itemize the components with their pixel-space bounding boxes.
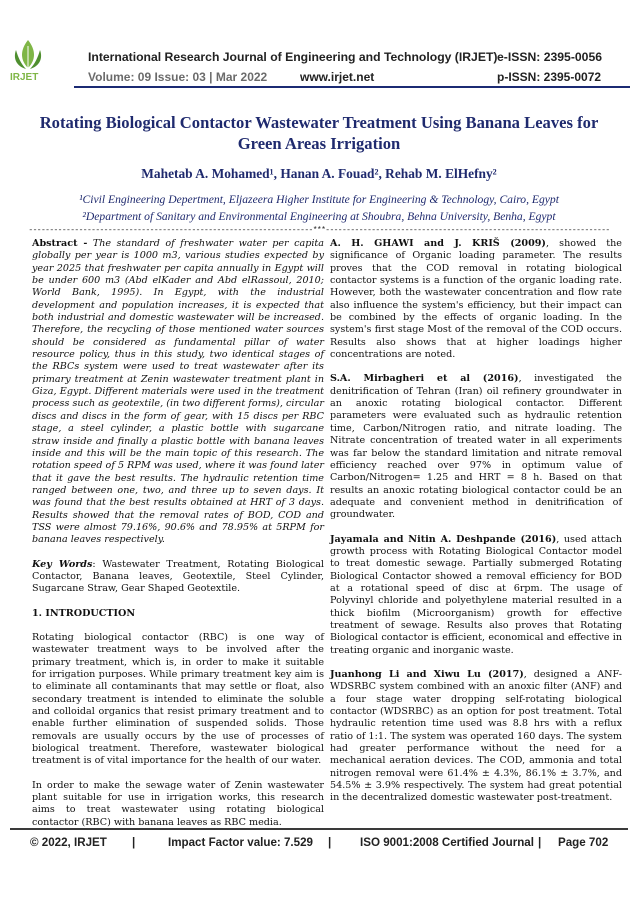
review-paragraph-2 — [330, 373, 622, 521]
left-column — [32, 238, 324, 841]
footer-iso: ISO 9001:2008 Certified Journal — [360, 836, 534, 849]
header-divider — [74, 86, 630, 88]
section-heading-introduction: 1. INTRODUCTION — [32, 607, 136, 619]
intro-paragraph-2: In order to make the sewage water of Zenin wastewater plant suitable for use in irrigation works, this research aims to treat wastewater using rotating biological contactor (RBC) with banana leaves as RBC media. — [32, 779, 324, 828]
review-paragraph-4 — [330, 669, 622, 805]
paper-title: Rotating Biological Contactor Wastewater Treatment Using Banana Leaves for Green Areas Irrigation — [39, 113, 599, 153]
footer-impact-factor: Impact Factor value: 7.529 — [168, 836, 313, 849]
affiliation-2: ²Department of Sanitary and Environmental Engineering at Shoubra, Behna University, Benha, Egypt — [82, 210, 556, 223]
e-issn: e-ISSN: 2395-0056 — [497, 50, 603, 64]
review-1-text: , showed the significance of Organic loading parameter. The results proves that the COD removal in rotating biological contactor systems is a function of the organic loading rate. However, both the wastewater concentration and flow rate also influence the system's efficiency, but their impact can be combined by the effects of organic loading. In the system's first stage Most of the removal of the COD occurs. Results also shows that at higher loadings higher concentrations are noted. — [330, 238, 622, 361]
keywords-label: Key Words — [32, 558, 93, 570]
author-list: Mahetab A. Mohamed¹, Hanan A. Fouad², Rehab M. ElHefny² — [141, 166, 497, 181]
abstract-text: The standard of freshwater water per capita globally per year is 1000 m3, various studies expected by year 2025 that freshwater per capita annually in Egypt will be under 600 m3 (Abd elKader and Abd elRassoul, 2010; World Bank, 1995). In Egypt, with the industrial development and population increases, it is expected that both industrial and domestic wastewater will be increased. Therefore, the recycling of those mentioned water sources should be considered as fundamental pillar of water resource policy, thus in this study, two identical stages of the RBCs system were used to treat wastewater after its primary treatment at Zenin wastewater treatment plant in Giza, Egypt. Different materials were used in the treatment process such as geotextile, (in two different forms), circular discs and discs in the form of gear, with 15 discs per RBC stage, a steel cylinder, a plastic bottle with sugarcane straw inside and finally a plastic bottle with banana leaves inside and this will be the main topic of this research. The rotation speed of 5 RPM was used, where it was found later that it gave the best results. The hydraulic retention time ranged between one, two, and three up to seven days. It was found that the best results obtained at HRT of 3 days. Results showed that the removal rates of BOD, COD and TSS were almost 79.16%, 90.6% and 78.95% at 5RPM for banana leaves respectively. — [32, 238, 324, 546]
review-3-citation: Jayamala and Nitin A. Deshpande (2016) — [330, 533, 557, 545]
abstract-label: Abstract - — [32, 238, 88, 249]
footer-separator: | — [328, 836, 332, 849]
journal-website-link[interactable]: www.irjet.net — [300, 70, 375, 84]
footer-separator: | — [132, 836, 136, 849]
keywords-text: : Wastewater Treatment, Rotating Biological Contactor, Banana leaves, Geotextile, Steel Cylinder, Sugarcane Straw, Gear Shaped Geotextile. — [32, 558, 324, 595]
volume-issue: Volume: 09 Issue: 03 | Mar 2022 — [88, 70, 268, 84]
right-column — [330, 238, 622, 817]
review-2-text: , investigated the denitrification of Tehran (Iran) oil refinery groundwater in an anoxic rotating biological contactor. Different parameters were evaluated such as hydraulic retention time, Carbon/Nitrogen ratio, and nitrate loading. The Nitrate concentration of treated water in all experiments was far below the standard limitation and nitrate removal efficiency reached over 97% in optimum value of Carbon/Nitrogen= 1.25 and HRT = 8 h. Based on that results an anoxic rotating biological contactor could be an adequate and convenient method in denitrification of groundwater. — [330, 373, 622, 521]
footer-separator: | — [538, 836, 542, 849]
logo-wordmark: IRJET — [10, 72, 39, 83]
affiliation-1: ¹Civil Engineering Depertment, Eljazeera Higher Institute for Engineering & Technology, Cairo, Egypt — [79, 193, 559, 206]
review-paragraph-3 — [330, 534, 622, 657]
intro-paragraph-1: Rotating biological contactor (RBC) is one way of wastewater treatment ways to be involved after the primary treatment, which is, in order to make it suitable for irrigation purposes. While primary treatment key aim is to eliminate all contaminants that may settle or float, also secondary treatment is intended to eliminate the soluble and colloidal organics that resist primary treatment and to enable further elimination of suspended solids. Those removals are usually occurs by the use of processes of biological treatment. Therefore, wastewater biological treatment is of vital importance for the health of our water. — [32, 631, 324, 767]
journal-name: International Research Journal of Engineering and Technology (IRJET) — [88, 50, 498, 64]
review-3-text: , used attach growth process with Rotating Biological Contactor model to treat domestic sewage. Partially submerged Rotating Biological Contactor showed a removal efficiency for BOD at a rotational speed of disc at 6rpm. The usage of Polyvinyl chloride and polyethylene material resulted in a thick biofilm (Microorganism) growth for effective treatment of sewage. Results also proves that Rotating Biological contactor is efficient, economical and effective in treating organic and inorganic waste. — [330, 533, 622, 656]
footer-divider — [10, 828, 628, 830]
review-4-citation: Juanhong Li and Xiwu Lu (2017) — [330, 669, 524, 680]
review-1-citation: A. H. GHAWI and J. KRIŠ (2009) — [330, 238, 546, 249]
footer-copyright: © 2022, IRJET — [30, 836, 107, 849]
review-2-citation: S.A. Mirbagheri et al (2016) — [330, 373, 519, 385]
review-paragraph-1 — [330, 238, 622, 361]
footer-page-number: Page 702 — [558, 836, 609, 849]
review-4-text: , designed a ANF-WDSRBC system combined with an anoxic filter (ANF) and a four stage water dropping self-rotating biological contactor (WDSRBC) as an option for post treatment. Total hydraulic retention time used was 8.8 hrs with a reflux ratio of 1:1. The system was operated 160 days. The system had greater performance without the need for a mechanical aeration devices. The COD, ammonia and total nitrogen removal were 61.4% ± 4.3%, 86.1% ± 3.7%, and 54.5% ± 3.9% respectively. The system had great potential in the decentralized domestic wastewater post-treatment. — [330, 669, 622, 804]
p-issn: p-ISSN: 2395-0072 — [497, 70, 602, 84]
keywords — [32, 559, 324, 596]
section-separator: --------------------------------------------------------------------***-------------------------------------------------------------------- — [28, 226, 610, 235]
abstract — [32, 238, 324, 547]
